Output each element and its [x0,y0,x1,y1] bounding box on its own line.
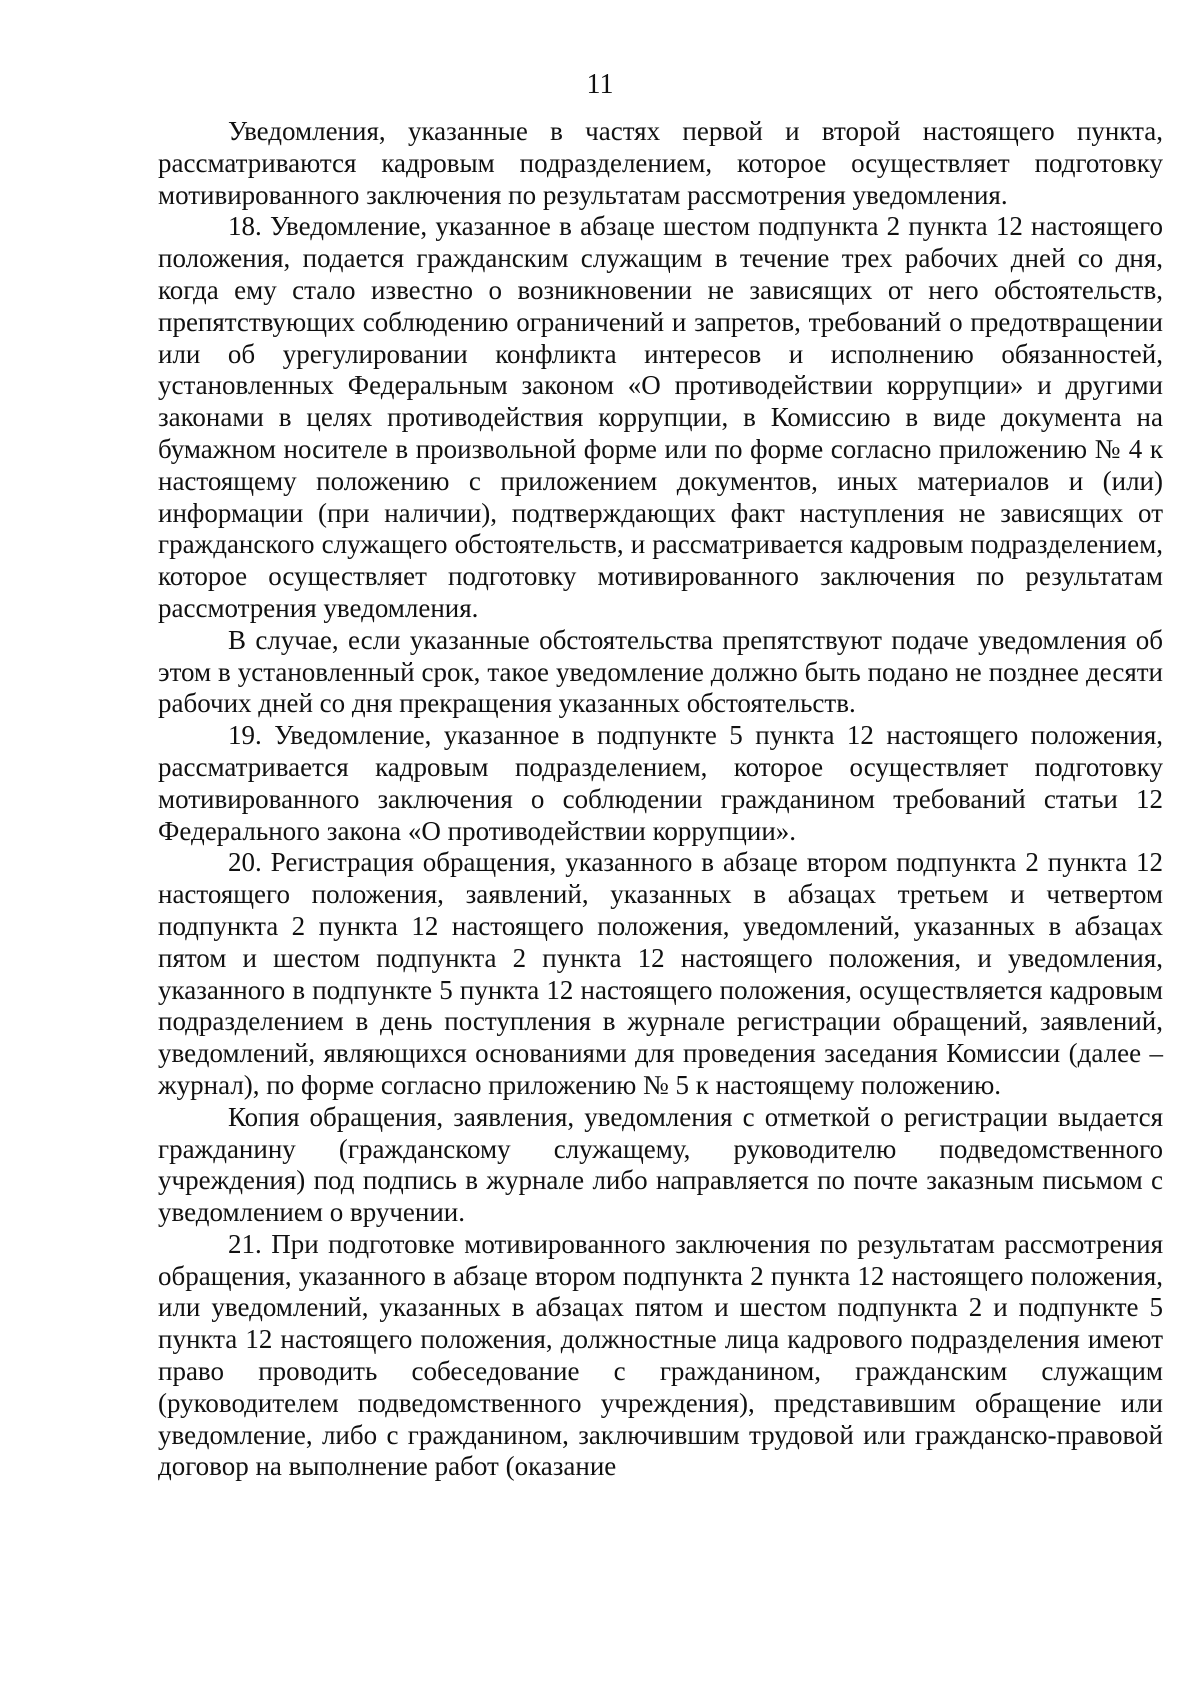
paragraph-item-21: 21. При подготовке мотивированного заключения по результатам рассмотрения обращения, указанного в абзаце втором подпункта 2 пункта 12 настоящего положения, или уведомлений, указанных в абзацах пятом и шестом подпункта 2 и подпункте 5 пункта 12 настоящего положения, должностные лица кадрового подразделения имеют право проводить собеседование с гражданином, гражданским служащим (руководителем подведомственного учреждения), представившим обращение или уведомление, либо с гражданином, заключившим трудовой или гражданско-правовой договор на выполнение работ (оказание [158,1228,1163,1482]
paragraph-item-18: 18. Уведомление, указанное в абзаце шестом подпункта 2 пункта 12 настоящего положения, подается гражданским служащим в течение трех рабочих дней со дня, когда ему стало известно о возникновении не зависящих от него обстоятельств, препятствующих соблюдению ограничений и запретов, требований о предотвращении или об урегулировании конфликта интересов и исполнению обязанностей, установленных Федеральным законом «О противодействии коррупции» и другими законами в целях противодействия коррупции, в Комиссию в виде документа на бумажном носителе в произвольной форме или по форме согласно приложению № 4 к настоящему положению с приложением документов, иных материалов и (или) информации (при наличии), подтверждающих факт наступления не зависящих от гражданского служащего обстоятельств, и рассматривается кадровым подразделением, которое осуществляет подготовку мотивированного заключения по результатам рассмотрения уведомления. [158,211,1163,623]
paragraph-item-20: 20. Регистрация обращения, указанного в абзаце втором подпункта 2 пункта 12 настоящего положения, заявлений, указанных в абзацах третьем и четвертом подпункта 2 пункта 12 настоящего положения, уведомлений, указанных в абзацах пятом и шестом подпункта 2 пункта 12 настоящего положения, и уведомления, указанного в подпункте 5 пункта 12 настоящего положения, осуществляется кадровым подразделением в день поступления в журнале регистрации обращений, заявлений, уведомлений, являющихся основаниями для проведения заседания Комиссии (далее – журнал), по форме согласно приложению № 5 к настоящему положению. [158,847,1163,1100]
paragraph-circumstances-deadline: В случае, если указанные обстоятельства препятствуют подаче уведомления об этом в установленный срок, такое уведомление должно быть подано не позднее десяти рабочих дней со дня прекращения указанных обстоятельств. [158,624,1163,719]
paragraph-item-19: 19. Уведомление, указанное в подпункте 5 пункта 12 настоящего положения, рассматривается кадровым подразделением, которое осуществляет подготовку мотивированного заключения о соблюдении гражданином требований статьи 12 Федерального закона «О противодействии коррупции». [158,720,1163,846]
page-number: 11 [586,69,614,100]
document-body [158,116,1163,1483]
paragraph-registration-copy: Копия обращения, заявления, уведомления с отметкой о регистрации выдается гражданину (гражданскому служащему, руководителю подведомственного учреждения) под подпись в журнале либо направляется по почте заказным письмом с уведомлением о вручении. [158,1101,1163,1228]
paragraph-notifications-review: Уведомления, указанные в частях первой и второй настоящего пункта, рассматриваются кадровым подразделением, которое осуществляет подготовку мотивированного заключения по результатам рассмотрения уведомления. [158,116,1163,210]
